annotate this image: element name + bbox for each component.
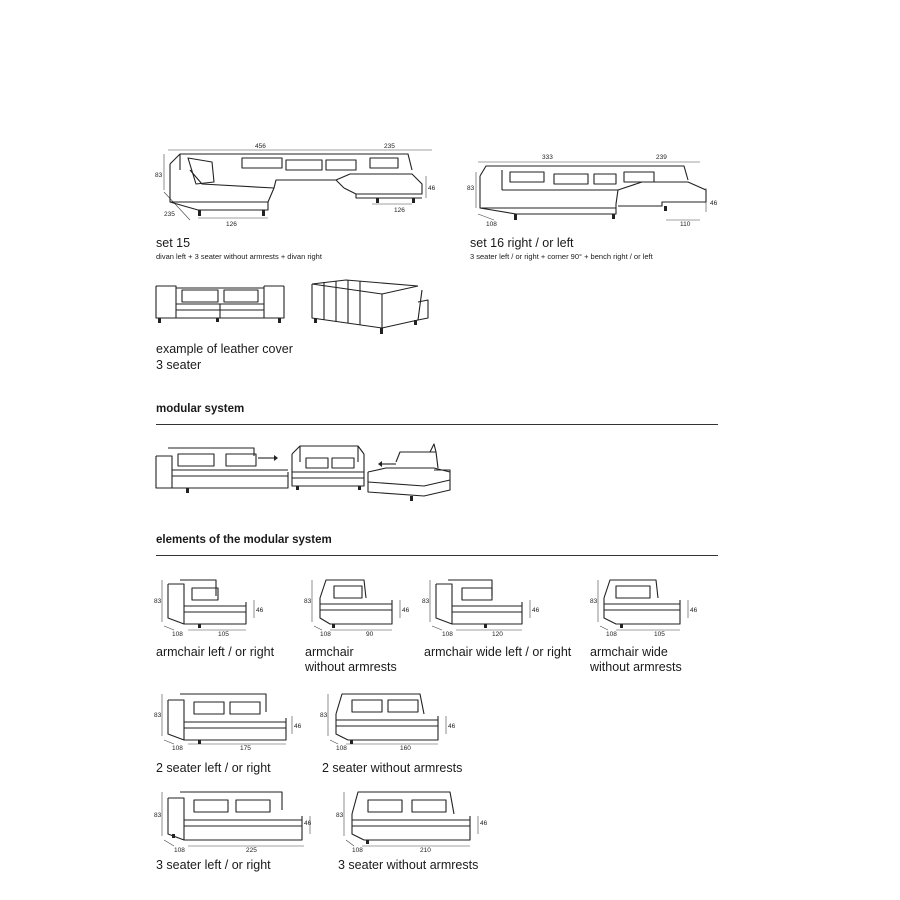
element-armchair-wide-no-arms-drawing [590, 574, 700, 638]
leather-3-seater-front [152, 278, 292, 334]
dim-width: 105 [654, 631, 665, 638]
modular-system-drawing [150, 440, 460, 504]
dim-seat-height: 46 [690, 607, 698, 614]
dim-width: 105 [218, 631, 229, 638]
leather-line2: 3 seater [156, 358, 202, 372]
element-label-line1: armchair wide left / or right [424, 645, 572, 659]
dim-depth: 108 [172, 631, 183, 638]
dim-seat-height: 46 [304, 820, 312, 827]
dim-seat-height: 46 [256, 607, 264, 614]
element-label-line1: 3 seater without armrests [338, 858, 479, 872]
element-armchair-no-arms-drawing [304, 574, 414, 638]
dim-right: 46 [428, 185, 436, 192]
dim-height: 83 [590, 598, 598, 605]
dim-top1: 333 [542, 154, 553, 161]
dim-seat-height: 46 [532, 607, 540, 614]
set-16-drawing [466, 150, 726, 230]
dim-depth: 108 [606, 631, 617, 638]
section-heading-modular: modular system [156, 403, 245, 415]
dim-height: 83 [304, 598, 312, 605]
dim-width: 175 [240, 745, 251, 752]
element-label-line1: 2 seater without armrests [322, 761, 463, 775]
dim-depth: 108 [352, 847, 363, 854]
set-15-desc: divan left + 3 seater without armrests + divan right [156, 252, 322, 261]
element-2-seater-no-arms-drawing [320, 688, 470, 752]
dim-width: 90 [366, 631, 374, 638]
dim-seat-height: 46 [448, 723, 456, 730]
element-armchair-left-drawing [154, 574, 264, 638]
divider [156, 424, 718, 425]
dim-top2: 235 [384, 143, 395, 150]
set-16-title: set 16 right / or left [470, 236, 574, 250]
dim-left: 83 [467, 185, 475, 192]
dim-height: 83 [154, 812, 162, 819]
dim-depth: 108 [174, 847, 185, 854]
dim-width: 160 [400, 745, 411, 752]
element-label-line1: 3 seater left / or right [156, 858, 271, 872]
dim-front: 110 [680, 221, 691, 228]
dim-depth: 235 [164, 211, 175, 218]
dim-depth: 108 [336, 745, 347, 752]
element-label-line1: armchair left / or right [156, 645, 275, 659]
dim-width: 210 [420, 847, 431, 854]
dim-top1: 456 [255, 143, 266, 150]
dim-right: 46 [710, 200, 718, 207]
element-armchair-wide-left-drawing [422, 574, 542, 638]
dim-front1: 126 [226, 221, 237, 228]
dim-left: 83 [155, 172, 163, 179]
element-2-seater-left-drawing [154, 688, 304, 752]
dim-height: 83 [320, 712, 328, 719]
dim-depth: 108 [320, 631, 331, 638]
dim-width: 225 [246, 847, 257, 854]
set-16-desc: 3 seater left / or right + corner 90° + bench right / or left [470, 252, 653, 261]
element-3-seater-left-drawing [154, 786, 324, 854]
dim-front2: 126 [394, 207, 405, 214]
element-3-seater-no-arms-drawing [336, 786, 506, 854]
element-label-line2: without armrests [590, 660, 682, 674]
dim-seat-height: 46 [294, 723, 302, 730]
dim-seat-height: 46 [480, 820, 488, 827]
dim-seat-height: 46 [402, 607, 410, 614]
dim-height: 83 [154, 598, 162, 605]
leather-line1: example of leather cover [156, 342, 293, 356]
dim-height: 83 [154, 712, 162, 719]
element-label-line1: armchair [305, 645, 354, 659]
leather-3-seater-back [306, 276, 436, 336]
dim-depth: 108 [442, 631, 453, 638]
set-15-title: set 15 [156, 236, 191, 250]
dim-width: 120 [492, 631, 503, 638]
element-label-line2: without armrests [305, 660, 397, 674]
element-label-line1: armchair wide [590, 645, 668, 659]
dim-height: 83 [422, 598, 430, 605]
dim-depth: 108 [172, 745, 183, 752]
divider [156, 555, 718, 556]
dim-height: 83 [336, 812, 344, 819]
section-heading-elements: elements of the modular system [156, 534, 332, 546]
dim-depth: 108 [486, 221, 497, 228]
element-label-line1: 2 seater left / or right [156, 761, 271, 775]
set-15-drawing [150, 140, 450, 230]
dim-top2: 239 [656, 154, 667, 161]
